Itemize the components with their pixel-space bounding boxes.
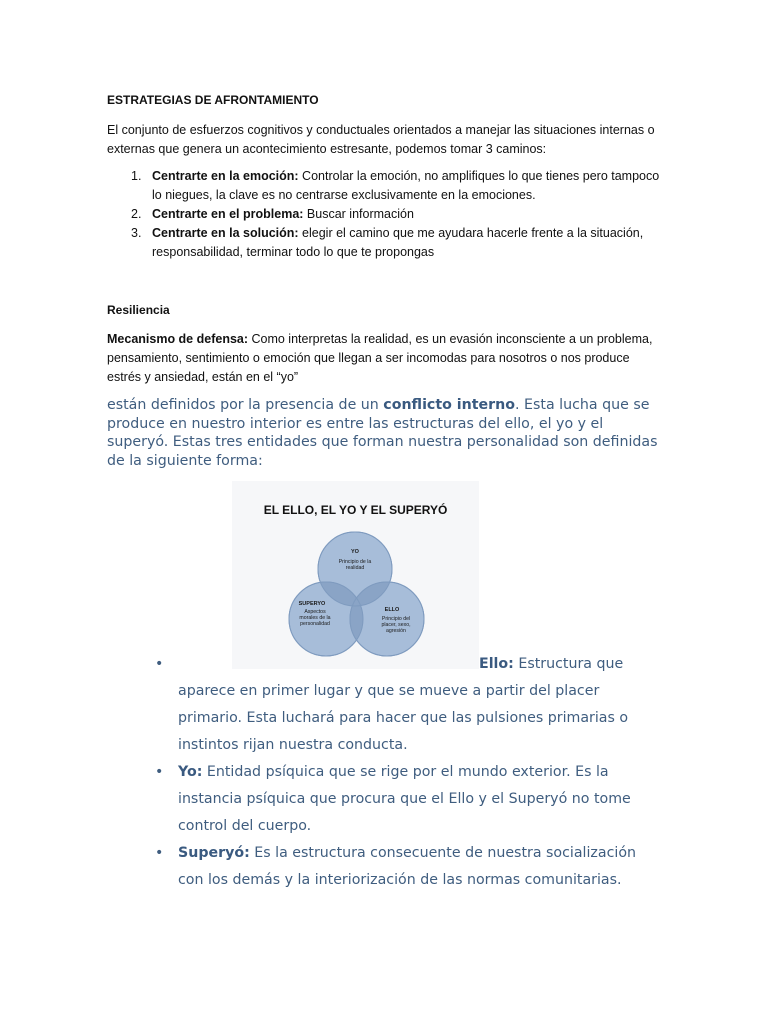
ello-description: placer, sexo, [381, 622, 411, 628]
defense-mechanism-paragraph: Mecanismo de defensa: Como interpretas la realidad, es un evasión inconsciente a un problema, pensamiento, sentimiento o emoción que llegan a ser incomodas para nosotros o nos produce estrés y ansiedad, están en el “yo” [107, 332, 653, 384]
list-item-superyo: • Superyó: Es la estructura consecuente de nuestra socialización con los demás y la interiorización de las normas comunitarias. [150, 840, 650, 894]
superyo-description: morales de la [299, 615, 331, 621]
superyo-description: personalidad [300, 621, 330, 627]
bullet-icon: • [155, 764, 164, 780]
diagram-title: EL ELLO, EL YO Y EL SUPERYÓ [263, 503, 448, 517]
yo-description: realidad [345, 565, 365, 571]
bullet-icon: • [155, 656, 164, 672]
section-heading: ESTRATEGIAS DE AFRONTAMIENTO [107, 93, 319, 107]
intro-paragraph: El conjunto de esfuerzos cognitivos y conductuales orientados a manejar las situaciones internas o externas que genera un acontecimiento estresante, podemos tomar 3 caminos: [107, 123, 655, 156]
list-item-yo: • Yo: Entidad psíquica que se rige por el mundo exterior. Es la instancia psíquica que procura que el Ello y el Superyó no tome control del cuerpo. [150, 759, 650, 840]
list-item: 1. Centrarte en la emoción: Controlar la emoción, no amplifiques lo que tienes pero tampoco lo niegues, la clave es no centrarse exclusivamente en la emociones. [131, 169, 660, 202]
superyo-description: Aspectos [304, 609, 326, 615]
structures-list [150, 651, 650, 894]
ello-description: Principio del [381, 616, 411, 622]
strategies-list [107, 167, 667, 262]
list-item-ello: • Ello: Estructura que aparece en primer lugar y que se mueve a partir del placer primario. Esta luchará para hacer que las pulsiones primarias o instintos rijan nuestra conducta. [150, 651, 650, 759]
document-page [107, 93, 667, 384]
yo-description: Principio de la [338, 559, 372, 565]
venn-diagram [232, 481, 479, 669]
ello-label: ELLO [384, 607, 400, 613]
yo-label: YO [351, 549, 359, 555]
conflict-paragraph: están definidos por la presencia de un conflicto interno. Esta lucha que se produce en nuestro interior es entre las estructuras del ello, el yo y el superyó. Estas tres entidades que forman nuestra personalidad son definidas de la siguiente forma: [107, 397, 658, 469]
list-item: 3. Centrarte en la solución: elegir el camino que me ayudara hacerle frente a la situación, responsabilidad, terminar todo lo que te propongas [131, 226, 644, 259]
venn-diagram-figure [232, 481, 479, 669]
list-item: 2. Centrarte en el problema: Buscar información [131, 207, 414, 221]
superyo-label: SUPERYO [298, 601, 326, 607]
bullet-icon: • [155, 845, 164, 861]
ello-description: agresión [386, 628, 406, 634]
resiliencia-heading: Resiliencia [107, 303, 170, 317]
